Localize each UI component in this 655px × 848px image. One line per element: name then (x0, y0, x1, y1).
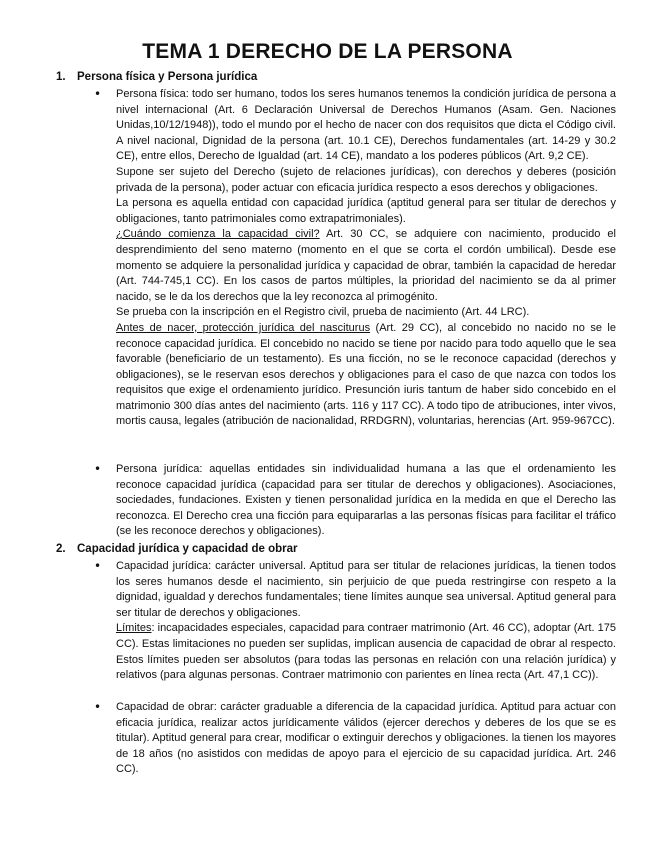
list-item (116, 462, 616, 540)
bullet-icon: • (94, 559, 102, 573)
bullet-icon: • (94, 700, 102, 714)
list-item (116, 700, 616, 778)
paragraph (116, 227, 616, 305)
section-heading (56, 543, 298, 555)
section-title: Capacidad jurídica y capacidad de obrar (77, 543, 298, 555)
underlined-question: ¿Cuándo comienza la capacidad civil? (116, 228, 320, 241)
section-heading (56, 71, 257, 83)
paragraph: Persona jurídica: aquellas entidades sin individualidad humana a las que el ordenamiento les reconoce capacidad jurídica (capacidad para ser titular de derechos y obligaciones). Asociaciones, sociedades, fundaciones. Existen y tienen personalidad jurídica en la medida en que el Derecho las reconozca. El Derecho crea una ficción para equipararlas a las personas físicas para facilitar el tráfico (se les reconoce derechos y obligaciones). (116, 463, 616, 538)
paragraph: Se prueba con la inscripción en el Registro civil, prueba de nacimiento (Art. 44 LRC). (116, 306, 530, 319)
paragraph: Supone ser sujeto del Derecho (sujeto de relaciones jurídicas), con derechos y deberes (posición privada de la persona), poder actuar con eficacia jurídica respecto a esos derechos y obligaciones. (116, 165, 616, 194)
paragraph-text: Art. 30 CC, se adquiere con nacimiento, producido el desprendimiento del seno materno (momento en el que se corta el cordón umbilical). Desde ese momento se adquiere la personalidad jurídica y capacidad de obrar, también la capacidad de heredar (Art. 744-745,1 CC). En los casos de partos múltiples, la prioridad del nacimiento se da al primer nacido, se le da los derechos que la ley reconozca al primogénito. (116, 228, 616, 303)
underlined-heading: Antes de nacer, protección jurídica del nasciturus (116, 321, 371, 334)
list-item (116, 559, 616, 684)
section-number: 1. (56, 71, 66, 83)
paragraph-text: : incapacidades especiales, capacidad para contraer matrimonio (Art. 46 CC), adoptar (Art. 175 CC). Estas limitaciones no pueden ser suplidas, implican ausencia de capacidad de obrar al respecto. Estos límites pueden ser absolutos (para todas las personas en relación con una relación jurídica) y relativos (para algunas personas. Contraer matrimonio con parientes en línea recta (Art. 47,1 CC)). (116, 622, 616, 682)
paragraph (116, 321, 616, 430)
bullet-icon: • (94, 87, 102, 101)
paragraph: Capacidad de obrar: carácter graduable a diferencia de la capacidad jurídica. Aptitud para actuar con eficacia jurídica, realizar actos jurídicamente válidos (ejercer derechos y deberes de los que se es titular). Aptitud general para crear, modificar o extinguir derechos y obligaciones. la tienen los mayores de 18 años (no asistidos con medidas de apoyo para el ejercicio de su capacidad jurídica. Art. 246 CC). (116, 701, 616, 776)
paragraph (116, 621, 616, 683)
bullet-icon: • (94, 462, 102, 476)
paragraph-text: (Art. 29 CC), al concebido no nacido no se le reconoce capacidad jurídica. El concebido no nacido se tiene por nacido para todo aquello que le sea favorable (beneficiario de un testamento). Es una ficción, no se le reconoce capacidad (derechos y obligaciones), se le reservan esos derechos y obligaciones para el caso de que nazca con todos los requisitos que exige el ordenamiento jurídico. Presunción iuris tantum de haber sido concebido en el matrimonio 300 días antes del nacimiento (arts. 116 y 117 CC). A todo tipo de atribuciones, inter vivos, mortis causa, legales (atribución de nacionalidad, RRDGRN), voluntarias, herencias (Art. 959-967CC). (116, 321, 616, 428)
paragraph: Persona física: todo ser humano, todos los seres humanos tenemos la condición jurídica de persona a nivel internacional (Art. 6 Declaración Universal de Derechos Humanos (Asam. Gen. Naciones Unidas,10/12/1948)), todo el mundo por el hecho de nacer con dos requisitos que dicta el Código civil. A nivel nacional, Dignidad de la persona (art. 10.1 CE), Derechos fundamentales (art. 14-29 y 30.2 CE), entre ellos, Derecho de Igualdad (art. 14 CE), mandato a los poderes públicos (Art. 9,2 CE). (116, 88, 616, 163)
list-item (116, 87, 616, 430)
page-title: TEMA 1 DERECHO DE LA PERSONA (142, 40, 513, 63)
paragraph: La persona es aquella entidad con capacidad jurídica (aptitud general para ser titular de derechos y obligaciones, tanto patrimoniales como extrapatrimoniales). (116, 197, 616, 225)
underlined-heading: Límites (116, 622, 152, 635)
section-title: Persona física y Persona jurídica (77, 71, 258, 83)
section-number: 2. (56, 543, 66, 555)
paragraph: Capacidad jurídica: carácter universal. Aptitud para ser titular de relaciones jurídicas, la tienen todos los seres humanos desde el nacimiento, sin perjuicio de que pueda restringirse con respeto a la dignidad, igualdad y derechos fundamentales; tiene límites aunque sea universal. Aptitud general para ser titular de derechos y obligaciones. (116, 560, 616, 619)
